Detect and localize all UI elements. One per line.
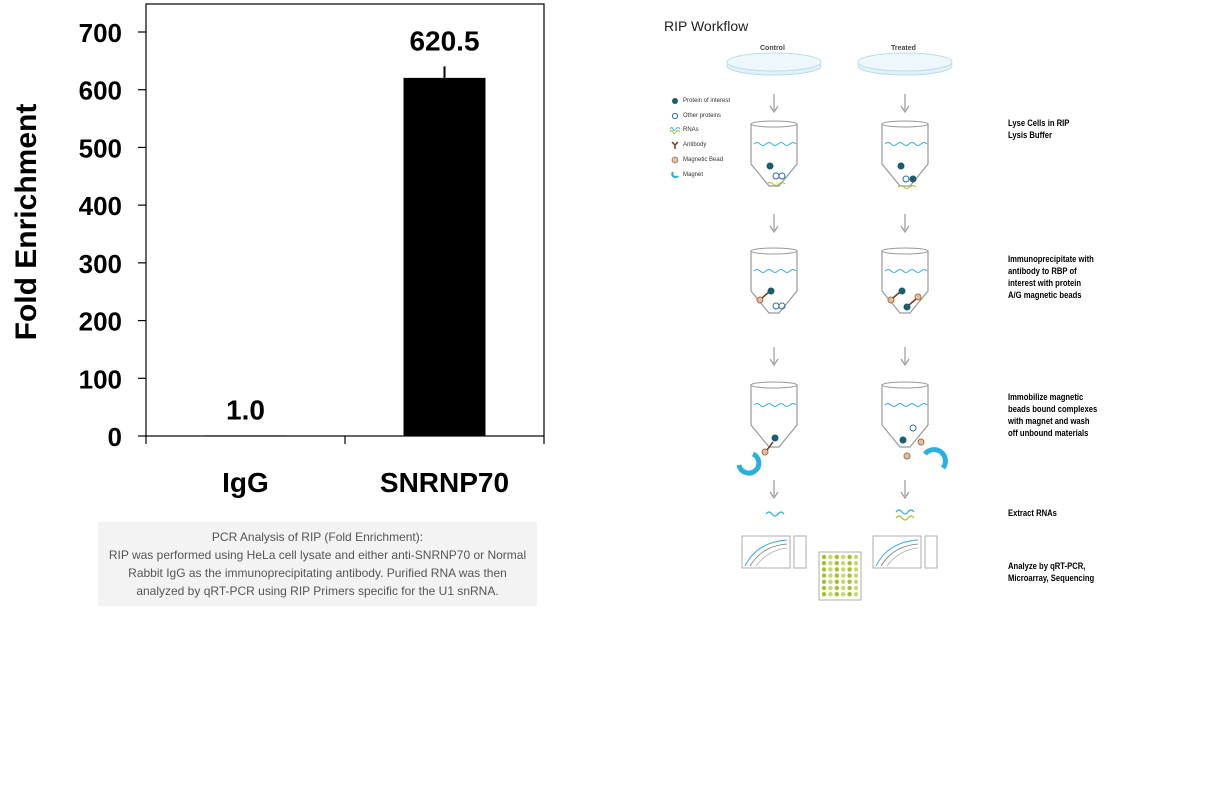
- legend-item: Protein of interest: [670, 97, 730, 105]
- microarray-spot: [841, 580, 845, 584]
- microarray-spot: [847, 573, 851, 577]
- arrow-icon: [770, 214, 778, 232]
- step-label-lyse: Lyse Cells in RIP Lysis Buffer: [1008, 118, 1070, 140]
- qrt-pcr-plot-control: [742, 536, 806, 568]
- magnet-contents-control: [739, 435, 779, 474]
- y-tick-label: 700: [78, 18, 122, 48]
- microarray-spot: [841, 561, 845, 565]
- magnet-icon: [925, 450, 945, 468]
- microarray-spot: [828, 586, 832, 590]
- y-tick-label: 300: [78, 248, 122, 279]
- y-tick-label: 0: [107, 422, 122, 452]
- lysis-tube-control: [751, 121, 797, 186]
- microarray-spot: [841, 586, 845, 590]
- microarray-spot: [854, 561, 858, 565]
- bar-chart-panel: [0, 0, 560, 520]
- microarray-spot: [822, 567, 826, 571]
- qrt-pcr-plot-treated: [873, 536, 937, 568]
- microarray-spot: [835, 561, 839, 565]
- step-label-extract: Extract RNAs: [1008, 508, 1057, 518]
- column-label-control: Control: [760, 45, 785, 52]
- legend-item: Antibody: [670, 141, 706, 149]
- microarray-spot: [847, 567, 851, 571]
- data-label: 620.5: [409, 25, 480, 57]
- workflow-graphics: [655, 10, 1215, 610]
- microarray-spot: [828, 567, 832, 571]
- data-label: 1.0: [226, 394, 265, 426]
- microarray-spot: [854, 573, 858, 577]
- column-label-treated: Treated: [891, 45, 916, 52]
- microarray-spot: [841, 567, 845, 571]
- extracted-rna-treated: [896, 510, 914, 520]
- caption-line: RIP was performed using HeLa cell lysate and either anti-SNRNP70 or Normal: [108, 548, 527, 562]
- y-tick-label: 200: [78, 306, 122, 337]
- y-tick-label: 400: [78, 191, 122, 222]
- microarray-spot: [822, 555, 826, 559]
- step-label-immobilize: Immobilize magnetic beads bound complexes with magnet and wash off unbound materials: [1008, 392, 1098, 438]
- workflow-title: RIP Workflow: [664, 18, 749, 34]
- microarray-spot: [854, 580, 858, 584]
- microarray-spot: [835, 592, 839, 596]
- control-cell-dish: [727, 53, 821, 75]
- step-label-analyze: Analyze by qRT-PCR, Microarray, Sequencing: [1008, 561, 1095, 583]
- microarray-spot: [828, 580, 832, 584]
- x-category-label: SNRNP70: [379, 467, 510, 498]
- caption-line: analyzed by qRT-PCR using RIP Primers specific for the U1 snRNA.: [136, 584, 499, 598]
- magnet-icon: [739, 454, 759, 473]
- legend-item: Magnetic Bead: [670, 156, 723, 164]
- arrow-icon: [770, 480, 778, 498]
- bar-snrnp70: [404, 78, 486, 436]
- microarray-spot: [841, 592, 845, 596]
- x-category-label: IgG: [222, 467, 269, 498]
- arrow-icon: [901, 214, 909, 232]
- microarray-spot: [841, 573, 845, 577]
- microarray-spot: [854, 586, 858, 590]
- y-tick-label: 600: [78, 75, 122, 106]
- microarray-spot: [835, 573, 839, 577]
- microarray-spot: [822, 580, 826, 584]
- microarray-spot: [835, 586, 839, 590]
- microarray-spot: [828, 573, 832, 577]
- arrow-icon: [901, 94, 909, 112]
- microarray-spot: [835, 567, 839, 571]
- microarray-icon: [819, 552, 861, 600]
- rip-workflow-diagram: [655, 10, 1215, 610]
- microarray-spot: [847, 586, 851, 590]
- y-tick-label: 500: [78, 133, 122, 164]
- extracted-rna-control: [766, 512, 784, 516]
- legend-item: Magnet: [670, 171, 703, 179]
- microarray-spot: [854, 555, 858, 559]
- microarray-spot: [847, 592, 851, 596]
- treated-cell-dish: [858, 53, 952, 75]
- bar-chart: [0, 0, 560, 520]
- y-tick-label: 100: [78, 364, 122, 395]
- microarray-spot: [847, 555, 851, 559]
- microarray-spot: [828, 555, 832, 559]
- microarray-spot: [847, 561, 851, 565]
- caption-line: PCR Analysis of RIP (Fold Enrichment):: [211, 530, 424, 544]
- microarray-spot: [828, 561, 832, 565]
- microarray-spot: [841, 555, 845, 559]
- microarray-spot: [847, 580, 851, 584]
- legend-item: RNAs: [670, 126, 699, 134]
- ip-tube-treated: [882, 248, 928, 313]
- microarray-spot: [854, 592, 858, 596]
- microarray-spot: [835, 580, 839, 584]
- arrow-icon: [770, 94, 778, 112]
- microarray-spot: [822, 561, 826, 565]
- step-label-immunoprecipitate: Immunoprecipitate with antibody to RBP of interest with protein A/G magnetic beads: [1008, 254, 1094, 300]
- microarray-spot: [835, 555, 839, 559]
- microarray-spot: [828, 592, 832, 596]
- microarray-spot: [822, 592, 826, 596]
- arrow-icon: [901, 480, 909, 498]
- bar-igg: [205, 435, 287, 436]
- arrow-icon: [901, 347, 909, 365]
- caption-line: Rabbit IgG as the immunoprecipitating antibody. Purified RNA was then: [128, 566, 507, 580]
- chart-caption: [98, 522, 537, 606]
- legend-item: Other proteins: [670, 112, 721, 120]
- microarray-spot: [854, 567, 858, 571]
- arrow-icon: [770, 347, 778, 365]
- y-axis-label: Fold Enrichment: [10, 103, 43, 341]
- microarray-spot: [822, 573, 826, 577]
- microarray-spot: [822, 586, 826, 590]
